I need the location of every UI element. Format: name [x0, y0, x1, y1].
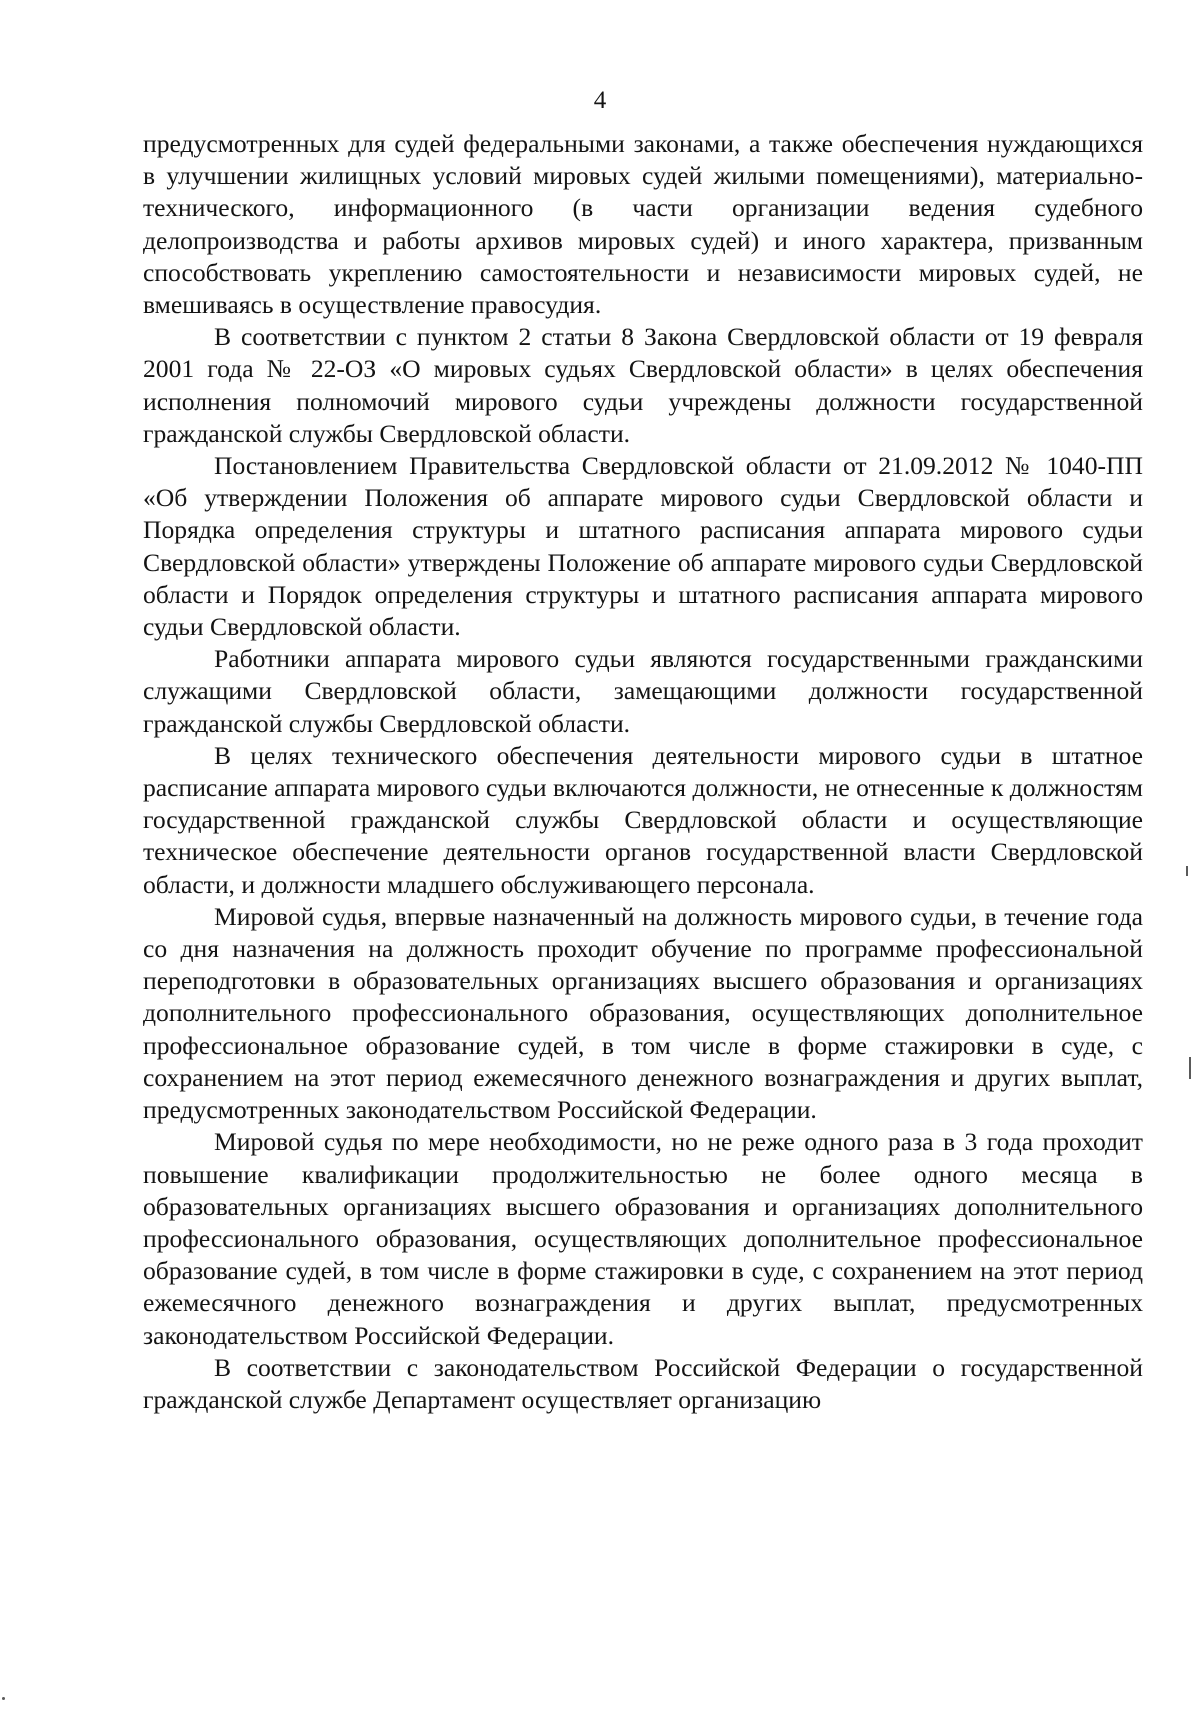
paragraph-law-reference: В соответствии с пунктом 2 статьи 8 Закона Свердловской области от 19 февраля 2001 года № 22-ОЗ «О мировых судьях Свердловской области» в целях обеспечения исполнения полномочий мирового судьи учреждены должности государственной гражданской службы Свердловской области.	[143, 322, 1143, 448]
page-number: 4	[593, 87, 607, 114]
paragraph-qualification-upgrade: Мировой судья по мере необходимости, но не реже одного раза в 3 года проходит повышение квалификации продолжительностью не более одного месяца в образовательных организациях высшего образования и организациях дополнительного профессионального образования, осуществляющих дополнительное профессиональное образование судей, в том числе в форме стажировки в суде, с сохранением на этот период ежемесячного денежного вознаграждения и других выплат, предусмотренных законодательством Российской Федерации.	[143, 1127, 1143, 1350]
document-body	[143, 128, 1143, 1416]
scan-artifact-mark	[1186, 866, 1188, 876]
paragraph-staff-status: Работники аппарата мирового судьи являются государственными гражданскими служащими Свердловской области, замещающими должности государственной гражданской службы Свердловской области.	[143, 644, 1143, 738]
paragraph-continuation: предусмотренных для судей федеральными законами, а также обеспечения нуждающихся в улучшении жилищных условий мировых судей жилыми помещениями), материально-технического, информационного (в части организации ведения судебного делопроизводства и работы архивов мировых судей) и иного характера, призванным способствовать укреплению самостоятельности и независимости мировых судей, не вмешиваясь в осуществление правосудия.	[143, 129, 1143, 320]
paragraph-initial-training: Мировой судья, впервые назначенный на должность мирового судьи, в течение года со дня назначения на должность проходит обучение по программе профессиональной переподготовки в образовательных организациях высшего образования и организациях дополнительного профессионального образования, осуществляющих дополнительное профессиональное образование судей, в том числе в форме стажировки в суде, с сохранением на этот период ежемесячного денежного вознаграждения и других выплат, предусмотренных законодательством Российской Федерации.	[143, 901, 1143, 1125]
paragraph-government-resolution: Постановлением Правительства Свердловской области от 21.09.2012 № 1040-ПП «Об утверждении Положения об аппарате мирового судьи Свердловской области и Порядка определения структуры и штатного расписания аппарата мирового судьи Свердловской области» утверждены Положение об аппарате мирового судьи Свердловской области и Порядок определения структуры и штатного расписания аппарата мирового судьи Свердловской области.	[143, 451, 1143, 642]
paragraph-technical-staff: В целях технического обеспечения деятельности мирового судьи в штатное расписание аппарата мирового судьи включаются должности, не отнесенные к должностям государственной гражданской службы Свердловской области и осуществляющие техническое обеспечение деятельности органов государственной власти Свердловской области, и должности младшего обслуживающего персонала.	[143, 740, 1143, 899]
paragraph-civil-service-organization: В соответствии с законодательством Российской Федерации о государственной гражданской службе Департамент осуществляет организацию	[143, 1352, 1143, 1414]
scan-artifact-dot	[2, 1697, 5, 1700]
scan-artifact-mark	[1189, 1057, 1191, 1079]
